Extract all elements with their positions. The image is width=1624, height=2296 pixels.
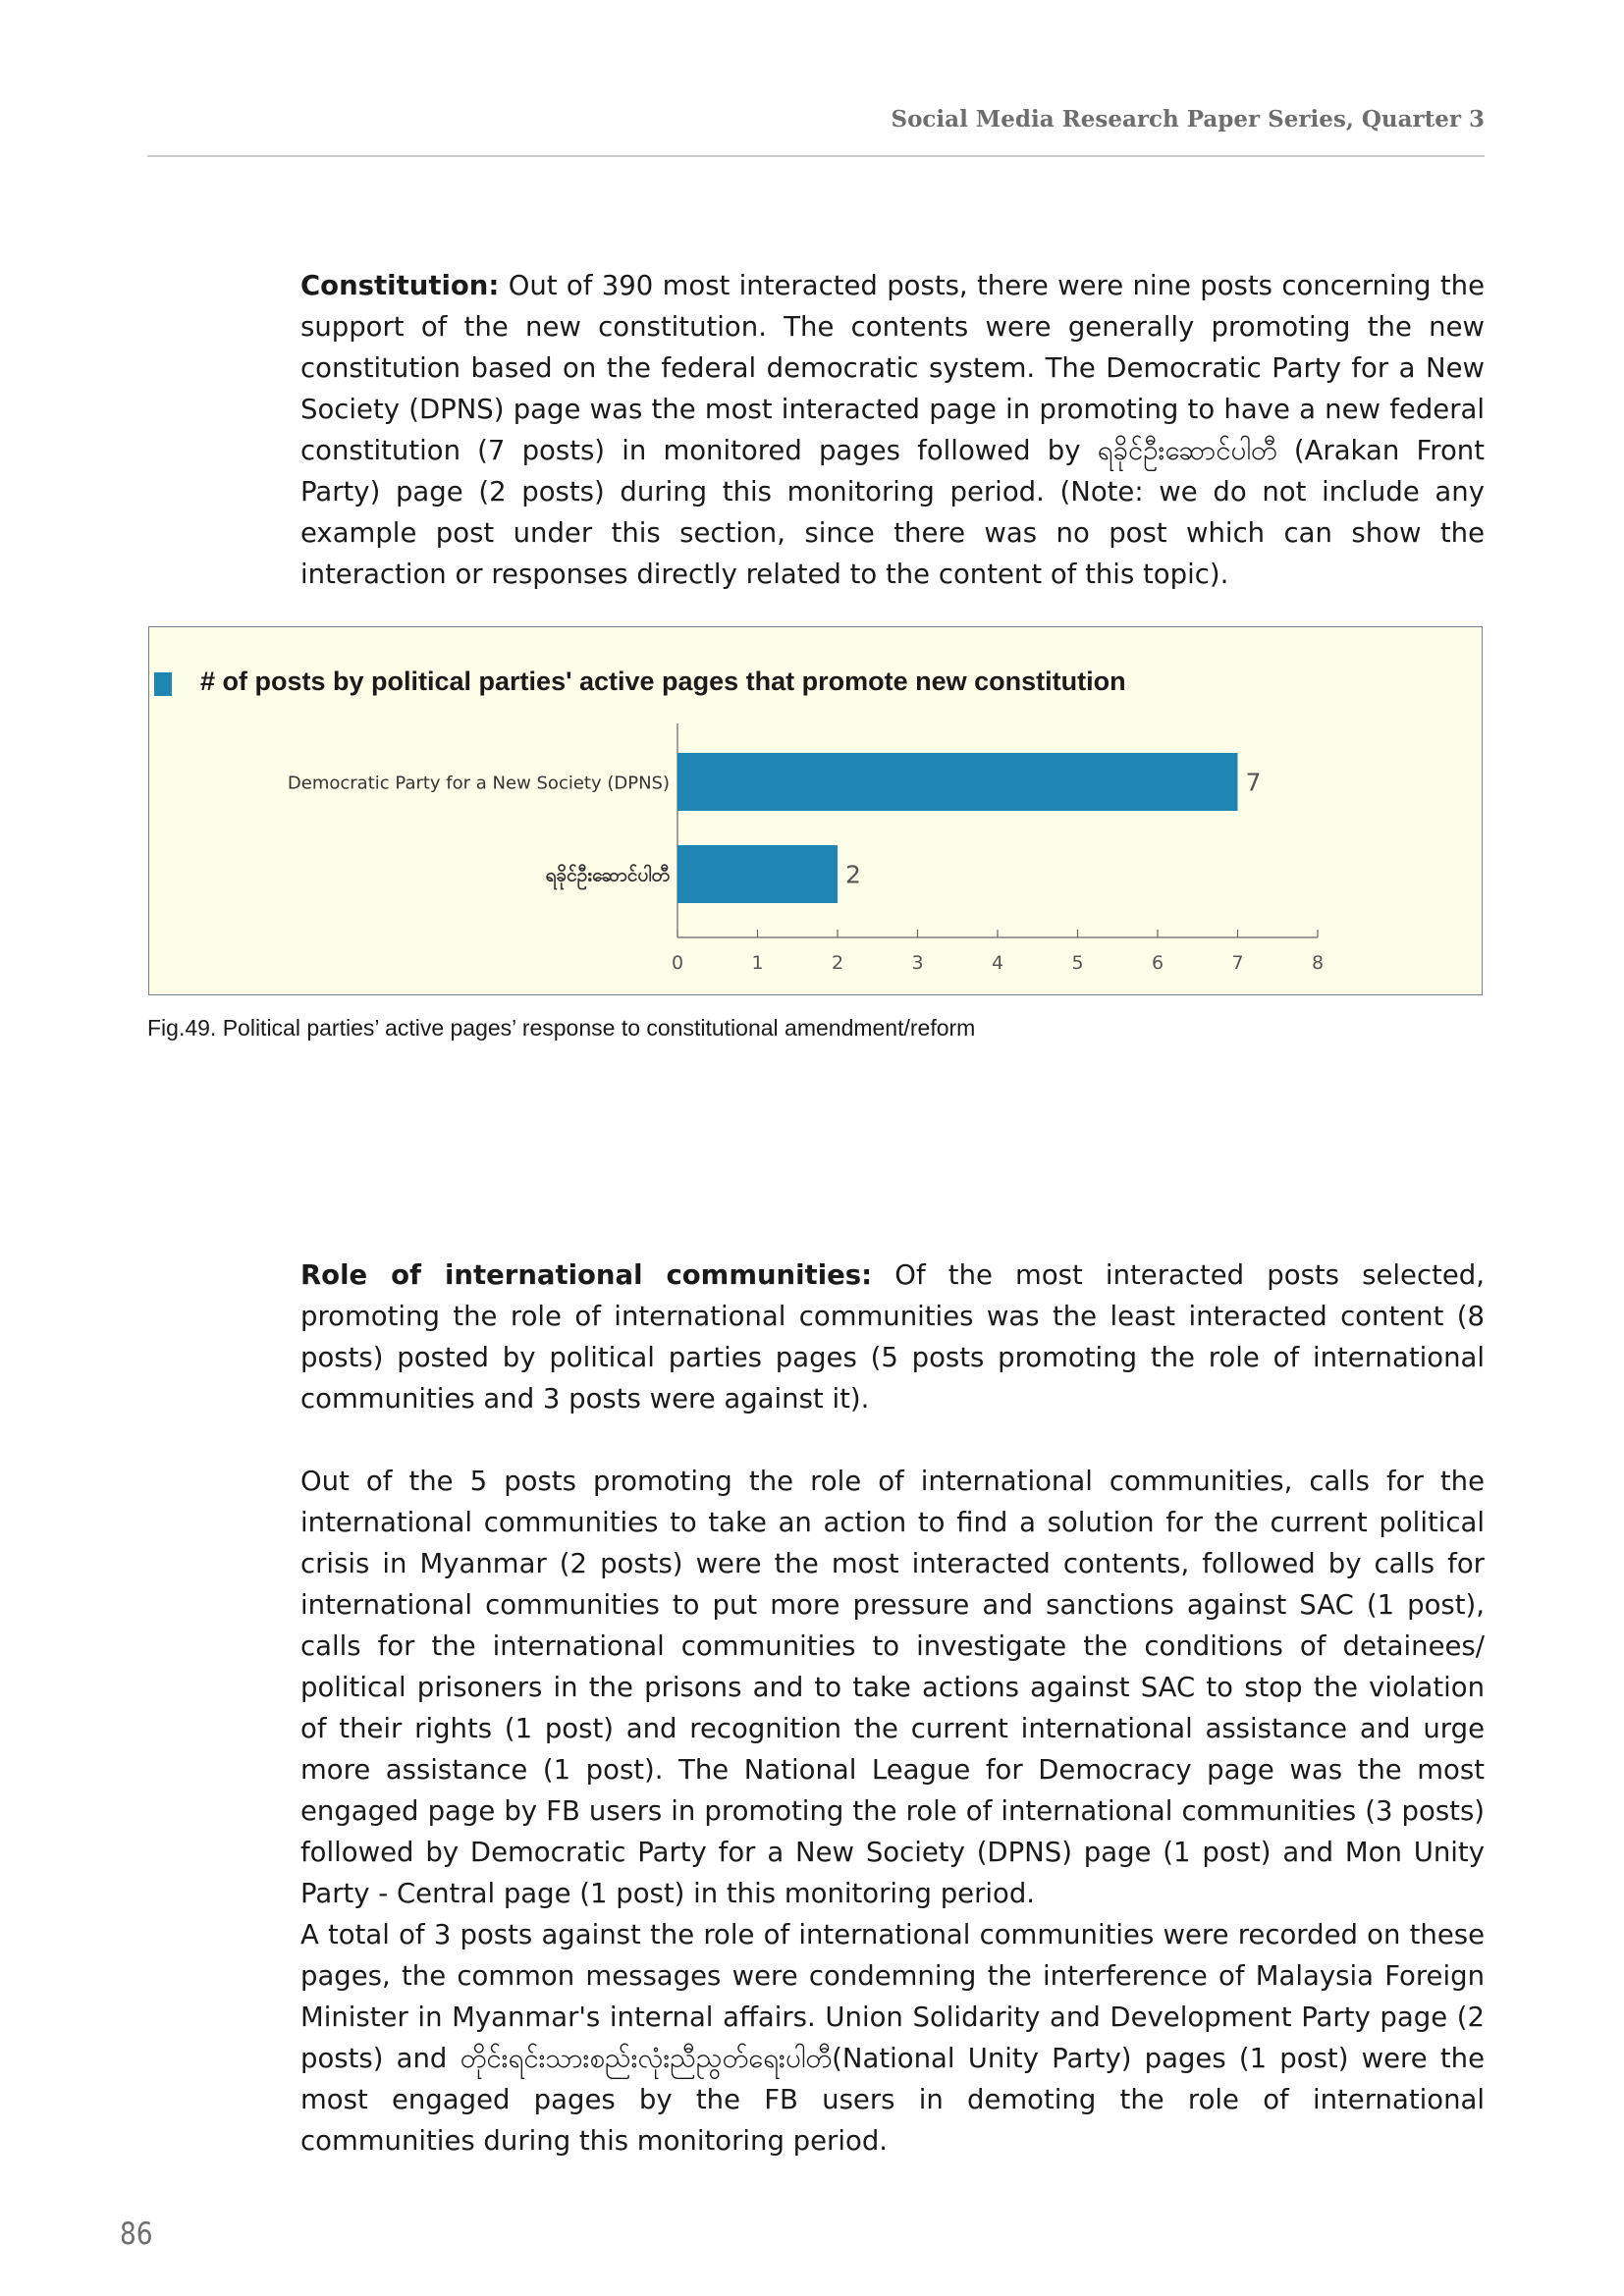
chart-title: # of posts by political parties' active pages that promote new constitution <box>200 667 1126 696</box>
x-tick-label: 6 <box>1151 952 1164 974</box>
x-tick-label: 8 <box>1311 952 1325 974</box>
category-label: ရခိုင်ဦးဆောင်ပါတီ <box>545 864 670 886</box>
x-tick-label: 4 <box>991 952 1004 974</box>
x-tick-label: 0 <box>671 952 684 974</box>
x-tick-label: 1 <box>751 952 764 974</box>
x-tick-label: 5 <box>1071 952 1084 974</box>
paragraph-body: Of the most interacted posts selected, promoting the role of international communities was the least interacted content (8 posts) posted by political parties pages (5 posts promoting the role of international communities and 3 posts were against it). <box>300 1259 1485 1415</box>
running-header <box>147 106 1485 157</box>
page-number: 86 <box>120 2216 153 2252</box>
x-tick-label: 7 <box>1231 952 1244 974</box>
paragraph-five-posts: Out of the 5 posts promoting the role of international communities, calls for the international communities to take an action to find a solution for the current political crisis in Myanmar (2 posts) were the most interacted contents, followed by calls for international communities to put more pressure and sanctions against SAC (1 post), calls for the international communities to investigate the conditions of detainees/ political prisoners in the prisons and to take actions against SAC to stop the violation of their rights (1 post) and recognition the current international assistance and urge more assistance (1 post). The National League for Democracy page was the most engaged page by FB users in promoting the role of international communities (3 posts) followed by Democratic Party for a New Society (DPNS) page (1 post) and Mon Unity Party - Central page (1 post) in this monitoring period. <box>300 1466 1485 1909</box>
x-tick-label: 2 <box>831 952 844 974</box>
paragraph-lead: Role of international communities: <box>300 1259 873 1291</box>
series-title: Social Media Research Paper Series, Quarter 3 <box>891 106 1485 133</box>
category-label: Democratic Party for a New Society (DPNS) <box>287 773 670 794</box>
paragraph-against-posts: A total of 3 posts against the role of international communities were recorded on these pages, the common messages were condemning the interference of Malaysia Foreign Minister in Myanmar's internal affairs. Union Solidarity and Development Party page (2 posts) and တိုင်းရင်းသားစည်းလုံးညီညွတ်ရေးပါတီ(National Unity Party) pages (1 post) were the most engaged pages by the FB users in demoting the role of international communities during this monitoring period. <box>300 1919 1485 2157</box>
bar-data-label: 7 <box>1245 768 1262 797</box>
paragraph-role-international <box>300 1255 1485 1419</box>
figure-caption: Fig.49. Political parties’ active pages’ response to constitutional amendment/reform <box>147 1015 976 1041</box>
bar-data-label: 2 <box>845 860 861 889</box>
bar-chart <box>148 626 1483 995</box>
bar <box>677 753 1238 811</box>
x-tick-label: 3 <box>911 952 924 974</box>
chart-plot <box>149 627 1482 994</box>
paragraph-lead: Constitution: <box>300 270 500 301</box>
bar <box>677 845 838 903</box>
paragraph-constitution <box>300 265 1485 595</box>
paragraph-body: Out of 390 most interacted posts, there were nine posts concerning the support of the new constitution. The contents were generally promoting the new constitution based on the federal democratic system. The Democratic Party for a New Society (DPNS) page was the most interacted page in promoting to have a new federal constitution (7 posts) in monitored pages followed by ရခိုင်ဦးဆောင်ပါတီ (Arakan Front Party) page (2 posts) during this monitoring period. (Note: we do not include any example post under this section, since there was no post which can show the interaction or responses directly related to the content of this topic). <box>300 270 1485 590</box>
